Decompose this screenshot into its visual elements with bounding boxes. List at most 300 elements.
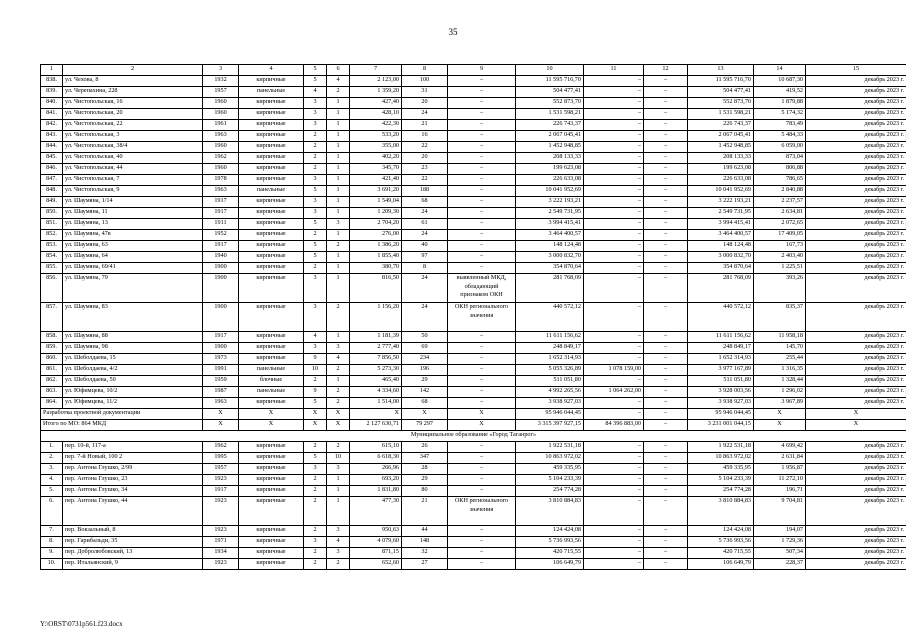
table-cell: 2 [304, 475, 327, 486]
table-cell: 1900 [203, 303, 239, 332]
table-cell: 1952 [203, 230, 239, 241]
table-cell: декабрь 2023 г. [806, 332, 906, 343]
table-cell: – [584, 230, 644, 241]
table-cell: 354 870,64 [516, 263, 584, 274]
table-cell: – [584, 475, 644, 486]
table-cell: 1 [327, 175, 350, 186]
table-cell: 1917 [203, 208, 239, 219]
table-cell: 148 124,48 [516, 241, 584, 252]
table-cell: 69 [402, 343, 448, 354]
table-cell: 1 [41, 65, 63, 76]
table-cell: X [239, 420, 304, 431]
table-cell: – [644, 343, 688, 354]
table-cell: 145,70 [754, 343, 806, 354]
table-cell: 1923 [203, 497, 239, 526]
table-cell: 1 328,44 [754, 376, 806, 387]
table-cell: ул. Чистопольская, 3 [63, 131, 203, 142]
table-cell: 2 [304, 526, 327, 537]
table-cell: декабрь 2023 г. [806, 219, 906, 230]
table-cell: 1 225,51 [754, 263, 806, 274]
table-cell: 1959 [203, 376, 239, 387]
table-cell: кирпичные [239, 164, 304, 175]
table-cell: 2 777,40 [350, 343, 402, 354]
table-row [41, 142, 906, 153]
table-cell: 2 [304, 497, 327, 526]
table-cell: 20 [402, 153, 448, 164]
table-cell: – [644, 252, 688, 263]
table-row [41, 442, 906, 453]
table-cell: – [644, 497, 688, 526]
table-cell: – [584, 497, 644, 526]
table-cell: 859. [41, 343, 63, 354]
table-cell: декабрь 2023 г. [806, 131, 906, 142]
page-number: 35 [448, 27, 458, 37]
table-cell: 97 [402, 252, 448, 263]
table-cell: – [448, 252, 516, 263]
table-cell: 4 [327, 354, 350, 365]
table-cell: 199 623,08 [688, 164, 754, 175]
table-cell: 50 [402, 332, 448, 343]
table-cell: 2 [304, 486, 327, 497]
table-cell: X [402, 409, 448, 420]
table-cell: декабрь 2023 г. [806, 537, 906, 548]
table-cell: – [644, 559, 688, 570]
table-cell: блочные [239, 376, 304, 387]
table-cell: декабрь 2023 г. [806, 343, 906, 354]
table-cell: ул. Чистопольская, 38/4 [63, 142, 203, 153]
table-cell: 422,30 [350, 120, 402, 131]
table-cell: 783,49 [754, 120, 806, 131]
table-cell: 10 [327, 453, 350, 464]
table-cell: 248 849,17 [516, 343, 584, 354]
table-cell: 79 297 [402, 420, 448, 431]
table-cell: 2 123,00 [350, 76, 402, 87]
table-cell: 5 055 326,89 [516, 365, 584, 376]
table-cell: 1 [327, 186, 350, 197]
table-cell: – [448, 153, 516, 164]
table-cell: панельные [239, 387, 304, 398]
table-cell: 5 484,33 [754, 131, 806, 142]
table-cell: – [644, 241, 688, 252]
table-cell: 3 [304, 537, 327, 548]
table-cell: 1917 [203, 241, 239, 252]
table-row [41, 230, 906, 241]
table-cell: 5 [304, 186, 327, 197]
table-cell: декабрь 2023 г. [806, 548, 906, 559]
table-cell: 3 977 167,89 [688, 365, 754, 376]
table-cell: декабрь 2023 г. [806, 153, 906, 164]
table-cell: 11 611 156,62 [688, 332, 754, 343]
table-cell: 4 [327, 537, 350, 548]
table-cell: 3 [327, 526, 350, 537]
table-cell: 3 928 003,56 [688, 387, 754, 398]
table-cell: 29 [402, 376, 448, 387]
table-cell: 1 [327, 98, 350, 109]
table-cell: 1 [327, 131, 350, 142]
table-row [41, 354, 906, 365]
table-row [41, 87, 906, 98]
table-cell: 2 [63, 65, 203, 76]
table-cell: 1 [327, 120, 350, 131]
table-cell: 16 [402, 131, 448, 142]
table-cell: 1917 [203, 197, 239, 208]
table-row [41, 175, 906, 186]
table-cell: 552 873,70 [688, 98, 754, 109]
table-cell: 1960 [203, 98, 239, 109]
table-cell: 5 174,32 [754, 109, 806, 120]
table-cell: 228,37 [754, 559, 806, 570]
table-cell: 3 [304, 274, 327, 303]
table-cell: – [448, 197, 516, 208]
table-cell: 9. [41, 548, 63, 559]
table-cell: – [644, 409, 688, 420]
table-cell: ул. Шаумяна, 47в [63, 230, 203, 241]
table-cell: 1 652 314,93 [516, 354, 584, 365]
table-cell: 1 956,87 [754, 464, 806, 475]
table-cell: кирпичные [239, 526, 304, 537]
table-cell: 266,96 [350, 464, 402, 475]
table-cell: 1 296,02 [754, 387, 806, 398]
table-cell: 11 [584, 65, 644, 76]
table-cell: ул. Чистопольская, 7 [63, 175, 203, 186]
table-cell: – [448, 131, 516, 142]
table-cell: – [584, 263, 644, 274]
table-cell: – [644, 365, 688, 376]
table-cell: X [350, 409, 402, 420]
table-cell: 61 [402, 219, 448, 230]
table-row [41, 274, 906, 303]
table-cell: 465,40 [350, 376, 402, 387]
table-cell: ул. Шаумяна, 88 [63, 332, 203, 343]
table-cell: – [584, 343, 644, 354]
table-cell: 4. [41, 475, 63, 486]
table-cell: – [448, 526, 516, 537]
table-cell: – [644, 537, 688, 548]
table-cell: пер. Вокзальный, 8 [63, 526, 203, 537]
table-cell: X [448, 420, 516, 431]
table-cell: 100 [402, 76, 448, 87]
table-cell: 1 [327, 164, 350, 175]
table-cell: 255,44 [754, 354, 806, 365]
table-cell: декабрь 2023 г. [806, 241, 906, 252]
table-cell: 7. [41, 526, 63, 537]
table-cell: 1 879,88 [754, 98, 806, 109]
table-cell: 9 [448, 65, 516, 76]
table-cell: Разработка проектной документации [41, 409, 203, 420]
table-cell: – [584, 76, 644, 87]
table-cell: 1900 [203, 274, 239, 303]
table-cell: – [448, 365, 516, 376]
table-cell: 27 [402, 559, 448, 570]
table-cell: 226 743,37 [688, 120, 754, 131]
table-cell: 847. [41, 175, 63, 186]
table-cell: 1923 [203, 526, 239, 537]
table-cell: кирпичные [239, 98, 304, 109]
table-row [41, 241, 906, 252]
table-cell: декабрь 2023 г. [806, 387, 906, 398]
table-cell: декабрь 2023 г. [806, 120, 906, 131]
table-cell: 1991 [203, 365, 239, 376]
table-cell: 10. [41, 559, 63, 570]
table-cell: 459 335,95 [516, 464, 584, 475]
table-cell: кирпичные [239, 76, 304, 87]
table-cell: – [584, 109, 644, 120]
table-cell: 44 [402, 526, 448, 537]
table-cell: – [584, 398, 644, 409]
table-cell: 26 [402, 442, 448, 453]
table-cell: 1923 [203, 475, 239, 486]
table-cell: 2 [304, 153, 327, 164]
table-cell: 853. [41, 241, 63, 252]
table-cell: кирпичные [239, 131, 304, 142]
table-cell: кирпичные [239, 537, 304, 548]
table-cell: 1 452 948,85 [516, 142, 584, 153]
table-row [41, 109, 906, 120]
table-cell: ул. Шаумяна, 64 [63, 252, 203, 263]
table-cell: 22 [402, 175, 448, 186]
table-cell: декабрь 2023 г. [806, 497, 906, 526]
table-cell: – [584, 197, 644, 208]
table-cell: 420 715,55 [516, 548, 584, 559]
table-cell: 2 631,84 [754, 453, 806, 464]
table-cell: 199 623,08 [516, 164, 584, 175]
table-cell: 856. [41, 274, 63, 303]
table-cell: – [584, 164, 644, 175]
table-cell: 226 633,08 [688, 175, 754, 186]
table-cell: X [327, 409, 350, 420]
table-cell: 4 [239, 65, 304, 76]
table-cell: декабрь 2023 г. [806, 186, 906, 197]
table-cell: 1 729,36 [754, 537, 806, 548]
table-cell: – [644, 120, 688, 131]
table-row [41, 131, 906, 142]
table-cell: 68 [402, 398, 448, 409]
section-title: Муниципальное образование «Город Таганрог» [41, 431, 906, 442]
table-row [41, 343, 906, 354]
table-cell: 22 [402, 142, 448, 153]
table-cell: 148 124,48 [688, 241, 754, 252]
table-cell: ОКН регионального значения [448, 497, 516, 526]
table-cell: 848. [41, 186, 63, 197]
table-cell: кирпичные [239, 142, 304, 153]
table-cell: 354 870,64 [688, 263, 754, 274]
table-row [41, 252, 906, 263]
table-cell: – [448, 120, 516, 131]
table-cell: – [644, 230, 688, 241]
table-cell: ул. Шаумяна, 63 [63, 241, 203, 252]
table-row [41, 219, 906, 230]
table-cell: – [448, 453, 516, 464]
table-cell: 380,70 [350, 263, 402, 274]
table-cell: 3 [304, 303, 327, 332]
table-cell: ул. Юфимцева, 11/2 [63, 398, 203, 409]
table-cell: X [304, 420, 327, 431]
table-cell: 862. [41, 376, 63, 387]
table-cell: 10 863 972,02 [516, 453, 584, 464]
table-cell: 3 [327, 464, 350, 475]
table-cell: – [584, 332, 644, 343]
section-heading-row [41, 431, 906, 442]
table-cell: 533,20 [350, 131, 402, 142]
table-cell: 11 272,10 [754, 475, 806, 486]
table-cell: 17 409,05 [754, 230, 806, 241]
table-cell: 124 424,08 [516, 526, 584, 537]
table-cell: – [644, 332, 688, 343]
table-cell: 148 [402, 537, 448, 548]
table-cell: 5 [304, 76, 327, 87]
table-cell: кирпичные [239, 274, 304, 303]
table-cell: – [644, 197, 688, 208]
table-cell: 248 849,17 [688, 343, 754, 354]
table-cell: ул. Шеболдаева, 50 [63, 376, 203, 387]
table-cell: 857. [41, 303, 63, 332]
table-cell: ул. Шаумяна, 98 [63, 343, 203, 354]
table-cell: декабрь 2023 г. [806, 142, 906, 153]
table-cell: 1 549,04 [350, 197, 402, 208]
table-cell: 1 386,20 [350, 241, 402, 252]
table-row [41, 387, 906, 398]
table-cell: – [584, 120, 644, 131]
table-cell: 2 [327, 442, 350, 453]
table-cell: 1 855,40 [350, 252, 402, 263]
table-cell: ул. Шаумяна, 11 [63, 208, 203, 219]
table-cell: 1 531 598,21 [516, 109, 584, 120]
table-cell: 10 041 952,69 [516, 186, 584, 197]
table-cell: 843. [41, 131, 63, 142]
table-cell: 1963 [203, 186, 239, 197]
table-cell: 511 051,80 [688, 376, 754, 387]
table-cell: – [584, 153, 644, 164]
table-cell: 4 [304, 332, 327, 343]
table-cell: декабрь 2023 г. [806, 230, 906, 241]
table-cell: 5 104 233,39 [516, 475, 584, 486]
table-cell: 10 [304, 365, 327, 376]
table-cell: 281 768,09 [516, 274, 584, 303]
table-cell: – [448, 98, 516, 109]
table-cell: 850. [41, 208, 63, 219]
table-cell: кирпичные [239, 332, 304, 343]
table-cell: кирпичные [239, 219, 304, 230]
table-cell: 1 652 314,93 [688, 354, 754, 365]
table-cell: – [584, 274, 644, 303]
table-cell: – [448, 343, 516, 354]
table-cell: – [584, 186, 644, 197]
table-row [41, 186, 906, 197]
table-cell: 3 [304, 208, 327, 219]
table-cell: 440 572,12 [688, 303, 754, 332]
table-cell: 1 156,20 [350, 303, 402, 332]
table-cell: 786,65 [754, 175, 806, 186]
table-cell: декабрь 2023 г. [806, 274, 906, 303]
table-cell: пер. Гарибальди, 35 [63, 537, 203, 548]
table-cell: X [203, 420, 239, 431]
table-row [41, 332, 906, 343]
design-docs-row [41, 409, 906, 420]
table-cell: 11 958,18 [754, 332, 806, 343]
table-cell: 20 [402, 98, 448, 109]
table-cell: пер. Антона Глушко, 23 [63, 475, 203, 486]
table-cell: – [644, 109, 688, 120]
table-cell: декабрь 2023 г. [806, 252, 906, 263]
table-cell: 841. [41, 109, 63, 120]
table-cell: ул. Шаумяна, 79 [63, 274, 203, 303]
table-cell: 615,10 [350, 442, 402, 453]
table-cell: – [448, 208, 516, 219]
table-cell: – [584, 442, 644, 453]
table-cell: 234 [402, 354, 448, 365]
table-row [41, 120, 906, 131]
table-cell: ул. Шаумяна, 13 [63, 219, 203, 230]
table-cell: 21 [402, 120, 448, 131]
table-cell: 32 [402, 548, 448, 559]
table-cell: 816,50 [350, 274, 402, 303]
table-cell: 1 [327, 332, 350, 343]
column-number-row [41, 65, 906, 76]
table-cell: 124 424,08 [688, 526, 754, 537]
table-cell: 2 [304, 442, 327, 453]
table-cell: 1 359,20 [350, 87, 402, 98]
table-cell: 1 922 531,18 [688, 442, 754, 453]
table-cell: 873,04 [754, 153, 806, 164]
table-cell: – [584, 526, 644, 537]
table-row [41, 548, 906, 559]
table-cell: ул. Чистопольская, 16 [63, 98, 203, 109]
table-cell: 1900 [203, 343, 239, 354]
table-cell: – [644, 274, 688, 303]
table-cell: – [584, 453, 644, 464]
table-cell: 3 938 927,03 [688, 398, 754, 409]
table-cell: 1932 [203, 76, 239, 87]
table-cell: 2 [327, 559, 350, 570]
table-cell: – [448, 387, 516, 398]
table-cell: 3 464 400,57 [688, 230, 754, 241]
table-cell: кирпичные [239, 241, 304, 252]
table-cell: – [448, 442, 516, 453]
table-cell: 1 [327, 208, 350, 219]
table-cell: 3 [304, 197, 327, 208]
table-cell: – [584, 208, 644, 219]
table-cell: 511 051,80 [516, 376, 584, 387]
table-row [41, 559, 906, 570]
table-cell: X [806, 420, 906, 431]
table-cell: 1 514,00 [350, 398, 402, 409]
table-cell: – [448, 548, 516, 559]
table-cell: 84 396 883,00 [584, 420, 644, 431]
table-cell: – [644, 420, 688, 431]
table-cell: 863. [41, 387, 63, 398]
table-cell: 2. [41, 453, 63, 464]
table-cell: – [644, 153, 688, 164]
table-cell: декабрь 2023 г. [806, 559, 906, 570]
table-cell: 402,20 [350, 153, 402, 164]
table-cell: – [448, 186, 516, 197]
table-cell: 1962 [203, 442, 239, 453]
table-cell: 806,88 [754, 164, 806, 175]
table-cell: 24 [402, 303, 448, 332]
table-cell: 2 067 045,41 [688, 131, 754, 142]
table-cell: 8. [41, 537, 63, 548]
table-cell: 3 000 832,70 [688, 252, 754, 263]
table-cell: 6 [327, 65, 350, 76]
table-cell: 1 [327, 142, 350, 153]
table-cell: 9 704,81 [754, 497, 806, 526]
table-cell: – [644, 142, 688, 153]
table-cell: ул. Чистопольская, 20 [63, 109, 203, 120]
table-cell: – [448, 354, 516, 365]
table-cell: 3 994 415,41 [688, 219, 754, 230]
table-cell: 2 [304, 559, 327, 570]
table-cell: 2 [304, 142, 327, 153]
